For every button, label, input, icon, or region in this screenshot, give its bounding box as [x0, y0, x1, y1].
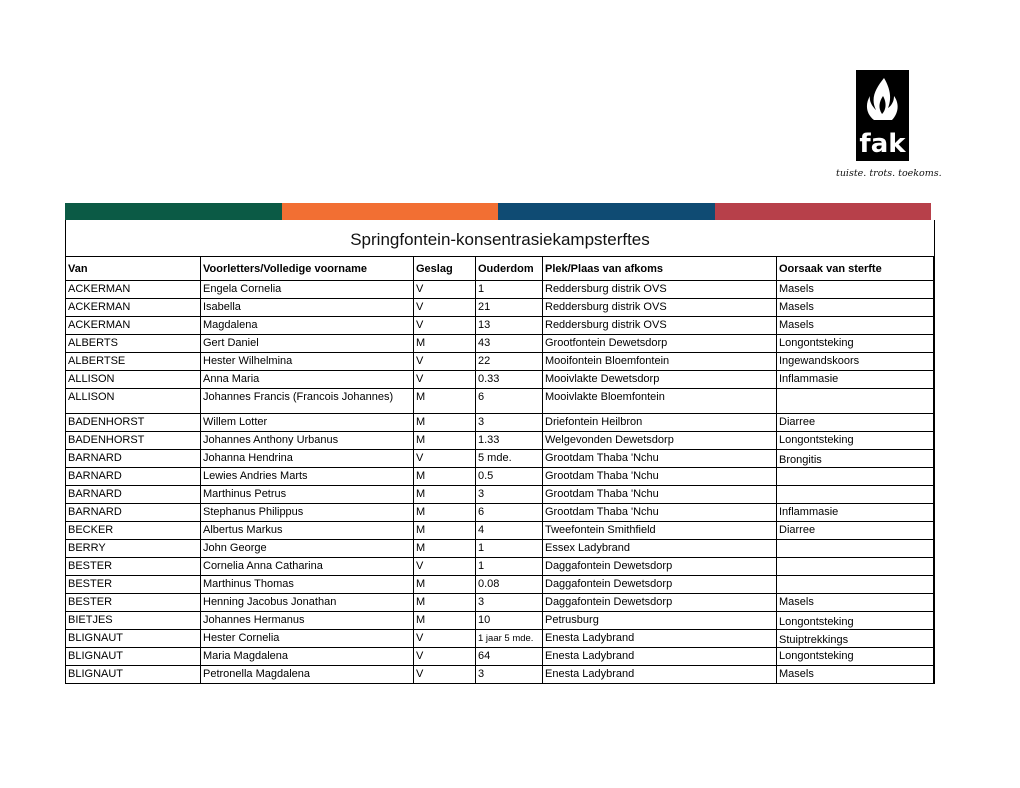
cell-origin: Daggafontein Dewetsdorp — [543, 558, 777, 576]
table-row — [66, 486, 934, 504]
cell-surname: ACKERMAN — [66, 299, 201, 317]
cell-origin: Mooivlakte Dewetsdorp — [543, 371, 777, 389]
cell-given-names: Stephanus Philippus — [201, 504, 414, 522]
cell-origin: Essex Ladybrand — [543, 540, 777, 558]
cell-origin: Petrusburg — [543, 612, 777, 630]
table-row — [66, 299, 934, 317]
cell-cause-of-death: Stuiptrekkings — [777, 630, 934, 648]
cell-given-names: Petronella Magdalena — [201, 666, 414, 684]
cell-surname: ALBERTSE — [66, 353, 201, 371]
cell-age: 43 — [476, 335, 543, 353]
table-row — [66, 612, 934, 630]
table-row — [66, 317, 934, 335]
cell-cause-of-death — [777, 540, 934, 558]
table-row — [66, 630, 934, 648]
cell-age: 1 — [476, 540, 543, 558]
table-row — [66, 648, 934, 666]
cell-gender: M — [414, 504, 476, 522]
cell-origin: Reddersburg distrik OVS — [543, 299, 777, 317]
cell-given-names: John George — [201, 540, 414, 558]
band-segment-green — [65, 203, 282, 220]
cell-surname: BADENHORST — [66, 414, 201, 432]
cell-age: 0.5 — [476, 468, 543, 486]
table-row — [66, 353, 934, 371]
cell-given-names: Hester Cornelia — [201, 630, 414, 648]
cell-age: 1 jaar 5 mde. — [476, 630, 543, 648]
cell-age: 0.08 — [476, 576, 543, 594]
table-header-row — [66, 257, 934, 281]
column-header: Van — [66, 257, 201, 281]
cell-given-names: Anna Maria — [201, 371, 414, 389]
logo-lettering: fak — [859, 129, 906, 159]
cell-cause-of-death: Ingewandskoors — [777, 353, 934, 371]
table-row — [66, 468, 934, 486]
cell-cause-of-death: Longontsteking — [777, 648, 934, 666]
cell-cause-of-death: Masels — [777, 594, 934, 612]
cell-age: 64 — [476, 648, 543, 666]
table-row — [66, 558, 934, 576]
cell-origin: Enesta Ladybrand — [543, 666, 777, 684]
cell-origin: Grootfontein Dewetsdorp — [543, 335, 777, 353]
band-segment-orange — [282, 203, 499, 220]
cell-origin: Grootdam Thaba 'Nchu — [543, 468, 777, 486]
cell-surname: BARNARD — [66, 504, 201, 522]
table-row — [66, 504, 934, 522]
table-row — [66, 389, 934, 414]
cell-age: 10 — [476, 612, 543, 630]
cell-surname: BESTER — [66, 558, 201, 576]
cell-gender: M — [414, 612, 476, 630]
cell-given-names: Cornelia Anna Catharina — [201, 558, 414, 576]
cell-cause-of-death — [777, 486, 934, 504]
column-header: Geslag — [414, 257, 476, 281]
cell-age: 22 — [476, 353, 543, 371]
cell-cause-of-death: Inflammasie — [777, 504, 934, 522]
table-row — [66, 335, 934, 353]
cell-age: 1 — [476, 558, 543, 576]
color-band — [65, 203, 931, 220]
cell-given-names: Willem Lotter — [201, 414, 414, 432]
cell-origin: Driefontein Heilbron — [543, 414, 777, 432]
cell-surname: BADENHORST — [66, 432, 201, 450]
cell-surname: BIETJES — [66, 612, 201, 630]
cell-surname: BESTER — [66, 594, 201, 612]
column-header: Oorsaak van sterfte — [777, 257, 934, 281]
cell-cause-of-death: Longontsteking — [777, 432, 934, 450]
document-title: Springfontein-konsentrasiekampsterftes — [350, 230, 650, 249]
cell-origin: Reddersburg distrik OVS — [543, 281, 777, 299]
flame-icon — [856, 70, 909, 161]
cell-given-names: Magdalena — [201, 317, 414, 335]
cell-cause-of-death: Longontsteking — [777, 335, 934, 353]
cell-origin: Grootdam Thaba 'Nchu — [543, 486, 777, 504]
cell-surname: BECKER — [66, 522, 201, 540]
table-row — [66, 594, 934, 612]
cell-cause-of-death — [777, 468, 934, 486]
cell-cause-of-death: Masels — [777, 299, 934, 317]
cell-origin: Grootdam Thaba 'Nchu — [543, 450, 777, 468]
cell-origin: Reddersburg distrik OVS — [543, 317, 777, 335]
cell-gender: M — [414, 414, 476, 432]
cell-given-names: Engela Cornelia — [201, 281, 414, 299]
cell-gender: V — [414, 371, 476, 389]
band-segment-blue — [498, 203, 715, 220]
cell-origin: Enesta Ladybrand — [543, 630, 777, 648]
table-row — [66, 281, 934, 299]
cell-cause-of-death: Brongitis — [777, 450, 934, 468]
cell-age: 3 — [476, 486, 543, 504]
cell-gender: V — [414, 281, 476, 299]
cell-cause-of-death: Longontsteking — [777, 612, 934, 630]
cell-surname: BESTER — [66, 576, 201, 594]
cell-origin: Grootdam Thaba 'Nchu — [543, 504, 777, 522]
cell-gender: M — [414, 432, 476, 450]
cell-cause-of-death: Diarree — [777, 522, 934, 540]
cell-age: 3 — [476, 414, 543, 432]
cell-age: 3 — [476, 666, 543, 684]
cell-age: 4 — [476, 522, 543, 540]
cell-cause-of-death: Masels — [777, 281, 934, 299]
cell-origin: Daggafontein Dewetsdorp — [543, 576, 777, 594]
cell-given-names: Isabella — [201, 299, 414, 317]
cell-surname: BLIGNAUT — [66, 630, 201, 648]
cell-cause-of-death: Inflammasie — [777, 371, 934, 389]
cell-cause-of-death — [777, 576, 934, 594]
band-segment-red — [715, 203, 932, 220]
cell-given-names: Johannes Francis (Francois Johannes) — [201, 389, 414, 414]
cell-age: 6 — [476, 504, 543, 522]
cell-given-names: Marthinus Petrus — [201, 486, 414, 504]
deaths-table — [65, 256, 934, 684]
cell-surname: ALLISON — [66, 371, 201, 389]
cell-gender: M — [414, 540, 476, 558]
cell-gender: M — [414, 486, 476, 504]
cell-age: 5 mde. — [476, 450, 543, 468]
column-header: Ouderdom — [476, 257, 543, 281]
fak-logo — [856, 70, 909, 161]
cell-origin: Mooivlakte Bloemfontein — [543, 389, 777, 414]
cell-gender: V — [414, 648, 476, 666]
cell-surname: ACKERMAN — [66, 317, 201, 335]
cell-gender: V — [414, 450, 476, 468]
cell-cause-of-death: Masels — [777, 317, 934, 335]
cell-gender: M — [414, 576, 476, 594]
cell-gender: M — [414, 594, 476, 612]
cell-gender: V — [414, 630, 476, 648]
cell-gender: M — [414, 522, 476, 540]
table-row — [66, 414, 934, 432]
cell-gender: V — [414, 558, 476, 576]
tagline: tuiste. trots. toekoms. — [836, 168, 942, 179]
cell-gender: M — [414, 335, 476, 353]
cell-gender: V — [414, 299, 476, 317]
cell-cause-of-death: Masels — [777, 666, 934, 684]
table-row — [66, 522, 934, 540]
cell-surname: ACKERMAN — [66, 281, 201, 299]
table-row — [66, 432, 934, 450]
cell-origin: Tweefontein Smithfield — [543, 522, 777, 540]
cell-surname: ALBERTS — [66, 335, 201, 353]
cell-origin: Welgevonden Dewetsdorp — [543, 432, 777, 450]
cell-surname: BERRY — [66, 540, 201, 558]
cell-age: 21 — [476, 299, 543, 317]
cell-cause-of-death: Diarree — [777, 414, 934, 432]
cell-origin: Enesta Ladybrand — [543, 648, 777, 666]
cell-gender: V — [414, 317, 476, 335]
cell-age: 1.33 — [476, 432, 543, 450]
cell-cause-of-death — [777, 389, 934, 414]
table-row — [66, 450, 934, 468]
table-row — [66, 576, 934, 594]
cell-age: 6 — [476, 389, 543, 414]
cell-surname: ALLISON — [66, 389, 201, 414]
cell-gender: M — [414, 468, 476, 486]
cell-gender: V — [414, 666, 476, 684]
cell-gender: M — [414, 389, 476, 414]
cell-given-names: Gert Daniel — [201, 335, 414, 353]
column-header: Plek/Plaas van afkoms — [543, 257, 777, 281]
cell-surname: BARNARD — [66, 450, 201, 468]
table-row — [66, 371, 934, 389]
cell-given-names: Maria Magdalena — [201, 648, 414, 666]
cell-origin: Mooifontein Bloemfontein — [543, 353, 777, 371]
cell-given-names: Hester Wilhelmina — [201, 353, 414, 371]
cell-given-names: Henning Jacobus Jonathan — [201, 594, 414, 612]
cell-given-names: Johannes Hermanus — [201, 612, 414, 630]
cell-gender: V — [414, 353, 476, 371]
cell-age: 3 — [476, 594, 543, 612]
table-row — [66, 540, 934, 558]
table-row — [66, 666, 934, 684]
cell-cause-of-death — [777, 558, 934, 576]
cell-given-names: Johannes Anthony Urbanus — [201, 432, 414, 450]
cell-age: 0.33 — [476, 371, 543, 389]
cell-surname: BLIGNAUT — [66, 648, 201, 666]
cell-given-names: Lewies Andries Marts — [201, 468, 414, 486]
cell-given-names: Marthinus Thomas — [201, 576, 414, 594]
document-sheet — [65, 220, 935, 684]
cell-origin: Daggafontein Dewetsdorp — [543, 594, 777, 612]
cell-given-names: Albertus Markus — [201, 522, 414, 540]
cell-age: 13 — [476, 317, 543, 335]
cell-surname: BARNARD — [66, 468, 201, 486]
cell-surname: BLIGNAUT — [66, 666, 201, 684]
column-header: Voorletters/Volledige voorname — [201, 257, 414, 281]
cell-surname: BARNARD — [66, 486, 201, 504]
cell-given-names: Johanna Hendrina — [201, 450, 414, 468]
cell-age: 1 — [476, 281, 543, 299]
